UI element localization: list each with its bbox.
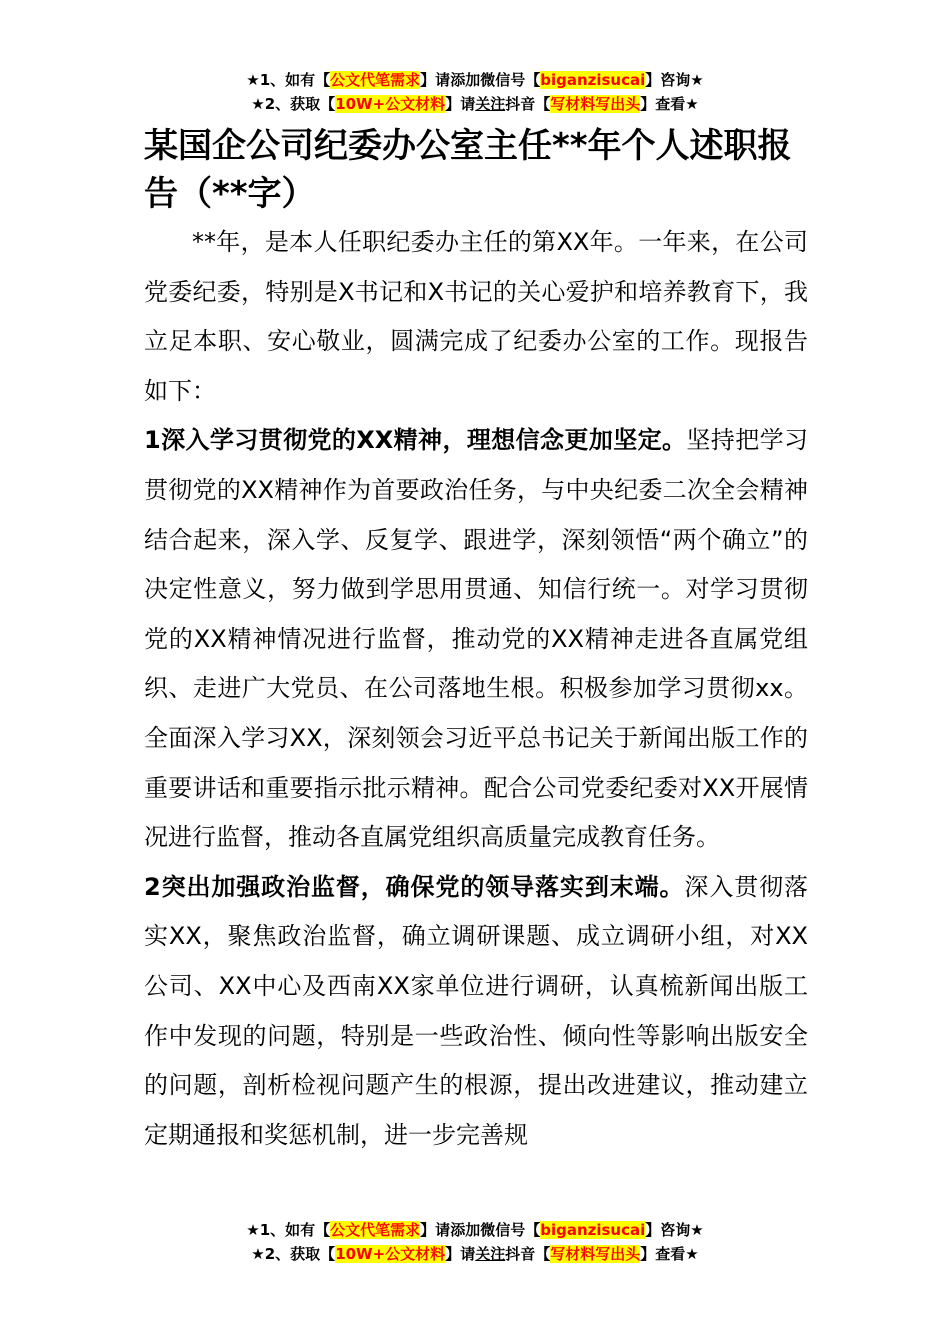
banner-highlight: 写材料写出头 xyxy=(550,1245,641,1263)
banner-highlight: biganzisucai xyxy=(540,71,646,89)
section-body: 坚持把学习贯彻党的XX精神作为首要政治任务，与中央纪委二次全会精神结合起来，深入学、反复学、跟进学，深刻领悟“两个确立”的决定性意义，努力做到学思用贯通、知信行统一。对学习贯彻党的XX精神情况进行监督，推动党的XX精神走进各直属党组织、走进广大党员、在公司落地生根。积极参加学习贯彻xx。全面深入学习XX，深刻领会习近平总书记关于新闻出版工作的重要讲话和重要指示批示精神。配合公司党委纪委对XX开展情况进行监督，推动各直属党组织高质量完成教育任务。 xyxy=(144,426,808,852)
banner-highlight: biganzisucai xyxy=(540,1221,646,1239)
banner-highlight: 公文代笔需求 xyxy=(330,1221,421,1239)
section-paragraph xyxy=(144,416,808,862)
section-body: 深入贯彻落实XX，聚焦政治监督，确立调研课题、成立调研小组，对XX公司、XX中心及西南XX家单位进行调研，认真梳新闻出版工作中发现的问题，特别是一些政治性、倾向性等影响出版安全的问题，剖析检视问题产生的根源，提出改进建议，推动建立定期通报和奖惩机制，进一步完善规 xyxy=(144,872,809,1149)
document-title: 某国企公司纪委办公室主任**年个人述职报告（**字） xyxy=(144,126,792,214)
document-body xyxy=(144,122,808,1160)
header-banner xyxy=(0,68,950,116)
banner-line-2: ★2、获取【10W+公文材料】请关注抖音【写材料写出头】查看★ xyxy=(251,1245,699,1263)
section-heading: 2突出加强政治监督，确保党的领导落实到末端。 xyxy=(144,872,685,901)
footer-banner xyxy=(0,1218,950,1266)
banner-line-2: ★2、获取【10W+公文材料】请关注抖音【写材料写出头】查看★ xyxy=(251,95,699,113)
intro-paragraph: **年，是本人任职纪委办主任的第XX年。一年来，在公司党委纪委，特别是X书记和X书记的关心爱护和培养教育下，我立足本职、安心敬业，圆满完成了纪委办公室的工作。现报告如下： xyxy=(144,228,808,405)
banner-line-1: ★1、如有【公文代笔需求】请添加微信号【biganzisucai】咨询★ xyxy=(246,71,704,89)
banner-line-1: ★1、如有【公文代笔需求】请添加微信号【biganzisucai】咨询★ xyxy=(246,1221,704,1239)
banner-highlight: 写材料写出头 xyxy=(550,95,641,113)
banner-highlight: 10W+公文材料 xyxy=(335,1245,446,1263)
banner-highlight: 10W+公文材料 xyxy=(335,95,446,113)
section-paragraph xyxy=(144,863,808,1161)
banner-highlight: 公文代笔需求 xyxy=(330,71,421,89)
section-heading: 1深入学习贯彻党的XX精神，理想信念更加坚定。 xyxy=(144,426,687,455)
